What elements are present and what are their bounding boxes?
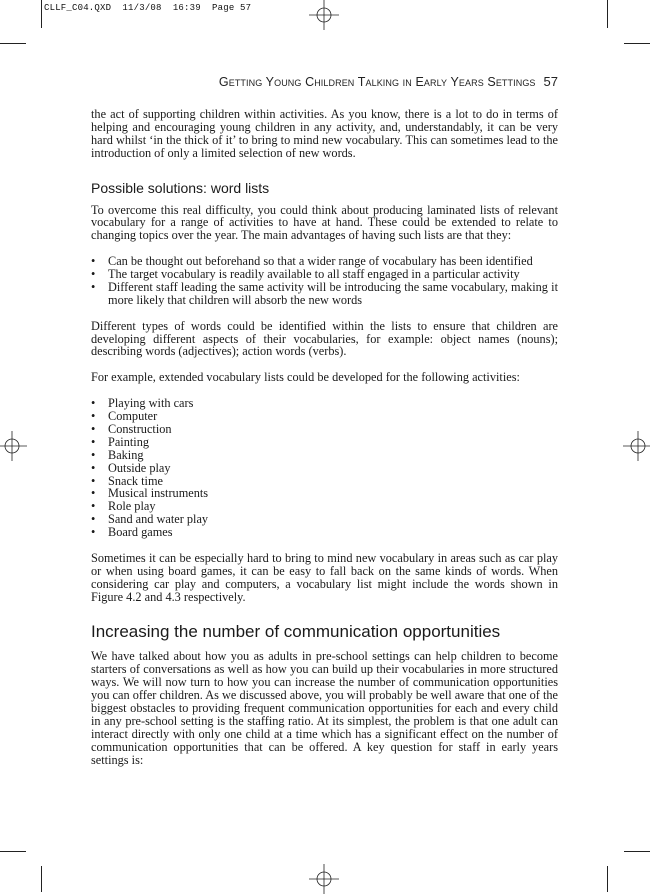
word-lists-paragraph-3: For example, extended vocabulary lists could be developed for the following activities:: [91, 370, 520, 385]
word-lists-paragraph-2: Different types of words could be identified within the lists to ensure that children are developing different aspects of their vocabularies, for example: object names (nouns); describing words (adjectives); action words (verbs).: [91, 318, 558, 359]
word-lists-paragraph-4: Sometimes it can be especially hard to bring to mind new vocabulary in areas such as car play or when using board games, it can be easy to fall back on the same kinds of words. When considering car play and computers, a vocabulary list might include the words shown in Figure 4.2 and 4.3 respectively.: [91, 550, 558, 604]
list-item: • Computer: [91, 410, 558, 423]
crop-mark-bottom-left-horizontal: [0, 851, 26, 852]
section-heading-communication-opportunities: Increasing the number of communication opportunities: [91, 621, 501, 641]
activities-list: [91, 397, 558, 539]
advantages-list: [91, 255, 558, 307]
page-content: [91, 108, 558, 767]
list-item: • Playing with cars: [91, 397, 558, 410]
registration-mark-left-icon: [0, 431, 27, 461]
crop-mark-top-right-horizontal: [624, 43, 650, 44]
list-item: • Different staff leading the same activity will be introducing the same vocabulary, making it more likely that children will absorb the new words: [91, 281, 558, 307]
crop-mark-top-left-horizontal: [0, 43, 26, 44]
crop-mark-bottom-right-vertical: [607, 866, 608, 892]
list-item: • Outside play: [91, 462, 558, 475]
list-item: • Role play: [91, 500, 558, 513]
list-item: • Painting: [91, 436, 558, 449]
list-item: • Can be thought out beforehand so that a wider range of vocabulary has been identified: [91, 255, 558, 268]
list-item: • Construction: [91, 423, 558, 436]
registration-mark-top-icon: [309, 0, 339, 30]
list-item: • Board games: [91, 526, 558, 539]
list-item: • Snack time: [91, 475, 558, 488]
print-slug: CLLF_C04.QXD 11/3/08 16:39 Page 57: [44, 3, 252, 13]
registration-mark-right-icon: [623, 431, 650, 461]
word-lists-paragraph-1: To overcome this real difficulty, you could think about producing laminated lists of relevant vocabulary for a range of activities to have at hand. These could be extended to relate to changing topics over the year. The main advantages of having such lists are that they:: [91, 202, 558, 243]
registration-mark-bottom-icon: [309, 864, 339, 894]
spacer: [91, 307, 558, 320]
intro-paragraph: the act of supporting children within activities. As you know, there is a lot to do in terms of helping and encouraging young children in any activity, and, understandably, it can be very hard whilst ‘in the thick of it’ to bring to mind new vocabulary. This can sometimes lead to the introduction of only a limited selection of new words.: [91, 107, 558, 160]
page-number: 57: [543, 74, 558, 89]
crop-mark-top-right-vertical: [607, 0, 608, 28]
running-head: [91, 74, 558, 89]
list-item: • Baking: [91, 449, 558, 462]
list-item: • The target vocabulary is readily available to all staff engaged in a particular activity: [91, 268, 558, 281]
crop-mark-bottom-right-horizontal: [624, 851, 650, 852]
list-item: • Sand and water play: [91, 513, 558, 526]
running-head-title: Getting Young Children Talking in Early Years Settings: [218, 75, 536, 89]
communication-paragraph-1: We have talked about how you as adults in pre-school settings can help children to become starters of conversations as well as how you can build up their vocabularies in more structured ways. We will now turn to how you can increase the number of communication opportunities you can offer children. As we discussed above, you will probably be well aware that one of the biggest obstacles to providing frequent communication opportunities for each and every child in any pre-school setting is the staffing ratio. At its simplest, the problem is that one adult can interact directly with only one child at a time which has a significant effect on the number of communication opportunities that can be offered. A key question for staff in early years settings is:: [91, 649, 558, 767]
crop-mark-top-left-vertical: [41, 0, 42, 28]
spacer: [91, 539, 558, 552]
section-heading-word-lists: Possible solutions: word lists: [91, 179, 270, 196]
crop-mark-bottom-left-vertical: [41, 866, 42, 892]
list-item: • Musical instruments: [91, 487, 558, 500]
